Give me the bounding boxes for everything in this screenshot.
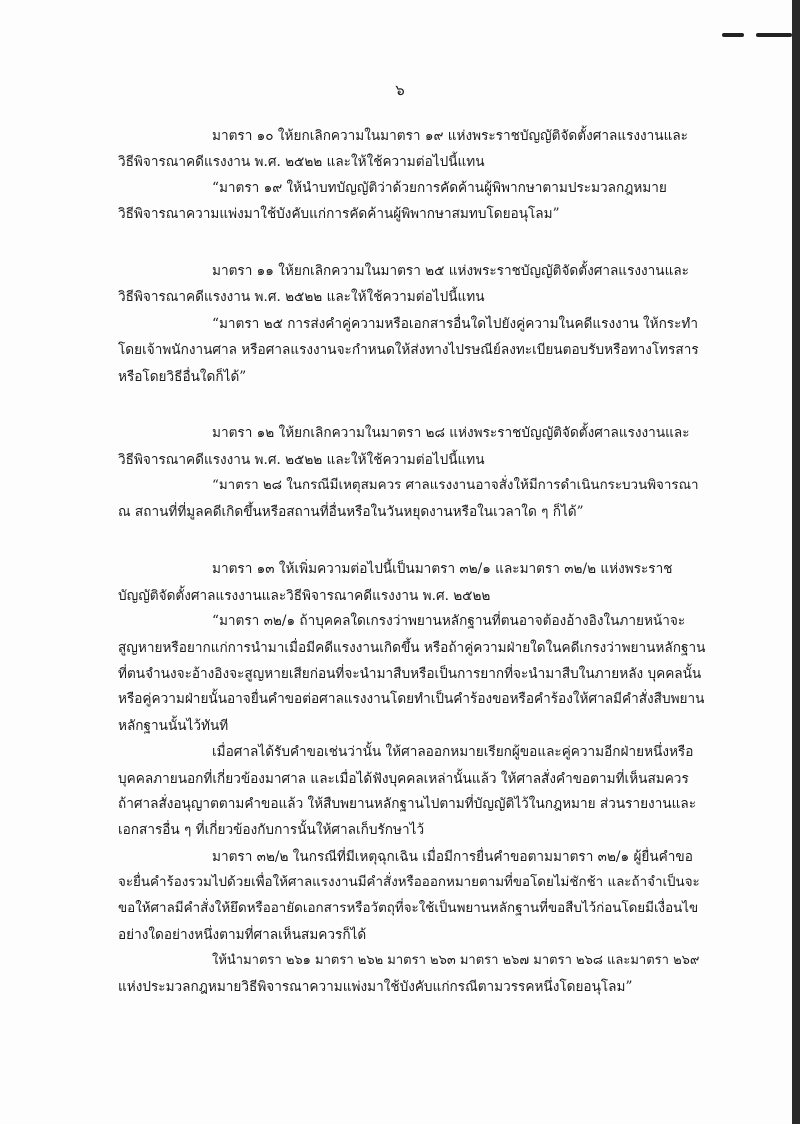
text-line: มาตรา ๓๒/๒ ในกรณีที่มีเหตุฉุกเฉิน เมื่อมีการยื่นคำขอตามมาตรา ๓๒/๑ ผู้ยื่นคำขอ bbox=[212, 849, 693, 865]
text-line: หรือโดยวิธีอื่นใดก็ได้” bbox=[118, 369, 247, 385]
text-line: ที่ตนจำนงจะอ้างอิงจะสูญหายเสียก่อนที่จะนำมาสืบหรือเป็นการยากที่จะนำมาสืบในภายหลัง บุคคลนั้น bbox=[118, 666, 702, 682]
text-line: มาตรา ๑๐ ให้ยกเลิกความในมาตรา ๑๙ แห่งพระราชบัญญัติจัดตั้งศาลแรงงานและ bbox=[212, 128, 688, 144]
text-line: มาตรา ๑๒ ให้ยกเลิกความในมาตรา ๒๘ แห่งพระราชบัญญัติจัดตั้งศาลแรงงานและ bbox=[212, 425, 690, 441]
text-line: ให้นำมาตรา ๒๖๑ มาตรา ๒๖๒ มาตรา ๒๖๓ มาตรา ๒๖๗ มาตรา ๒๖๘ และมาตรา ๒๖๙ bbox=[212, 953, 700, 968]
text-line: บัญญัติจัดตั้งศาลแรงงานและวิธีพิจารณาคดีแรงงาน พ.ศ. ๒๕๒๒ bbox=[118, 588, 491, 604]
page-number: ๖ bbox=[395, 81, 405, 99]
scan-artifact bbox=[722, 33, 744, 37]
text-line: อย่างใดอย่างหนึ่งตามที่ศาลเห็นสมควรก็ได้ bbox=[118, 927, 367, 943]
text-line: มาตรา ๑๓ ให้เพิ่มความต่อไปนี้เป็นมาตรา ๓๒/๑ และมาตรา ๓๒/๒ แห่งพระราช bbox=[212, 561, 673, 577]
text-line: โดยเจ้าพนักงานศาล หรือศาลแรงงานจะกำหนดให้ส่งทางไปรษณีย์ลงทะเบียนตอบรับหรือทางโทรสาร bbox=[118, 342, 699, 358]
text-line: ณ สถานที่ที่มูลคดีเกิดขึ้นหรือสถานที่อื่นหรือในวันหยุดงานหรือในเวลาใด ๆ ก็ได้” bbox=[118, 504, 584, 520]
text-line: จะยื่นคำร้องรวมไปด้วยเพื่อให้ศาลแรงงานมีคำสั่งหรือออกหมายตามที่ขอโดยไม่ชักช้า และถ้าจำเป็นจะ bbox=[118, 875, 700, 890]
text-line: วิธีพิจารณาคดีแรงงาน พ.ศ. ๒๕๒๒ และให้ใช้ความต่อไปนี้แทน bbox=[118, 154, 485, 170]
text-line: วิธีพิจารณาความแพ่งมาใช้บังคับแก่การคัดค้านผู้พิพากษาสมทบโดยอนุโลม” bbox=[118, 206, 560, 222]
text-line: หรือคู่ความฝ่ายนั้นอาจยื่นคำขอต่อศาลแรงงานโดยทำเป็นคำร้องขอหรือคำร้องให้ศาลมีคำสั่งสืบพยาน bbox=[118, 691, 705, 707]
text-line: มาตรา ๑๑ ให้ยกเลิกความในมาตรา ๒๕ แห่งพระราชบัญญัติจัดตั้งศาลแรงงานและ bbox=[212, 263, 689, 279]
text-line: “มาตรา ๑๙ ให้นำบทบัญญัติว่าด้วยการคัดค้านผู้พิพากษาตามประมวลกฎหมาย bbox=[212, 180, 667, 196]
text-line: ถ้าศาลสั่งอนุญาตตามคำขอแล้ว ให้สืบพยานหลักฐานไปตามที่บัญญัติไว้ในกฎหมาย ส่วนรายงานและ bbox=[118, 796, 697, 812]
text-line: เมื่อศาลได้รับคำขอเช่นว่านั้น ให้ศาลออกหมายเรียกผู้ขอและคู่ความอีกฝ่ายหนึ่งหรือ bbox=[212, 744, 694, 760]
text-line: “มาตรา ๒๘ ในกรณีมีเหตุสมควร ศาลแรงงานอาจสั่งให้มีการดำเนินกระบวนพิจารณา bbox=[212, 478, 699, 493]
text-line: บุคคลภายนอกที่เกี่ยวข้องมาศาล และเมื่อได้ฟังบุคคลเหล่านั้นแล้ว ให้ศาลสั่งคำขอตามที่เห็นสมควร bbox=[118, 771, 689, 787]
text-line: หลักฐานนั้นไว้ทันที bbox=[118, 718, 229, 734]
text-line: วิธีพิจารณาคดีแรงงาน พ.ศ. ๒๕๒๒ และให้ใช้ความต่อไปนี้แทน bbox=[118, 452, 485, 468]
text-line: วิธีพิจารณาคดีแรงงาน พ.ศ. ๒๕๒๒ และให้ใช้ความต่อไปนี้แทน bbox=[118, 289, 485, 305]
text-line: แห่งประมวลกฎหมายวิธีพิจารณาความแพ่งมาใช้บังคับแก่กรณีตามวรรคหนึ่งโดยอนุโลม” bbox=[118, 979, 633, 995]
text-line: “มาตรา ๒๕ การส่งคำคู่ความหรือเอกสารอื่นใดไปยังคู่ความในคดีแรงงาน ให้กระทำ bbox=[212, 316, 699, 332]
text-line: ขอให้ศาลมีคำสั่งให้ยึดหรืออายัดเอกสารหรือวัตถุที่จะใช้เป็นพยานหลักฐานที่ขอสืบไว้ก่อนโดยมีเงื่อนไข bbox=[118, 901, 699, 916]
text-line: สูญหายหรือยากแก่การนำมาเมื่อมีคดีแรงงานเกิดขึ้น หรือถ้าคู่ความฝ่ายใดในคดีเกรงว่าพยานหลักฐาน bbox=[118, 640, 706, 656]
text-line: เอกสารอื่น ๆ ที่เกี่ยวข้องกับการนั้นให้ศาลเก็บรักษาไว้ bbox=[118, 822, 425, 838]
text-line: “มาตรา ๓๒/๑ ถ้าบุคคลใดเกรงว่าพยานหลักฐานที่ตนอาจต้องอ้างอิงในภายหน้าจะ bbox=[212, 613, 686, 629]
scan-artifact bbox=[756, 33, 792, 37]
scan-edge bbox=[792, 0, 800, 1124]
